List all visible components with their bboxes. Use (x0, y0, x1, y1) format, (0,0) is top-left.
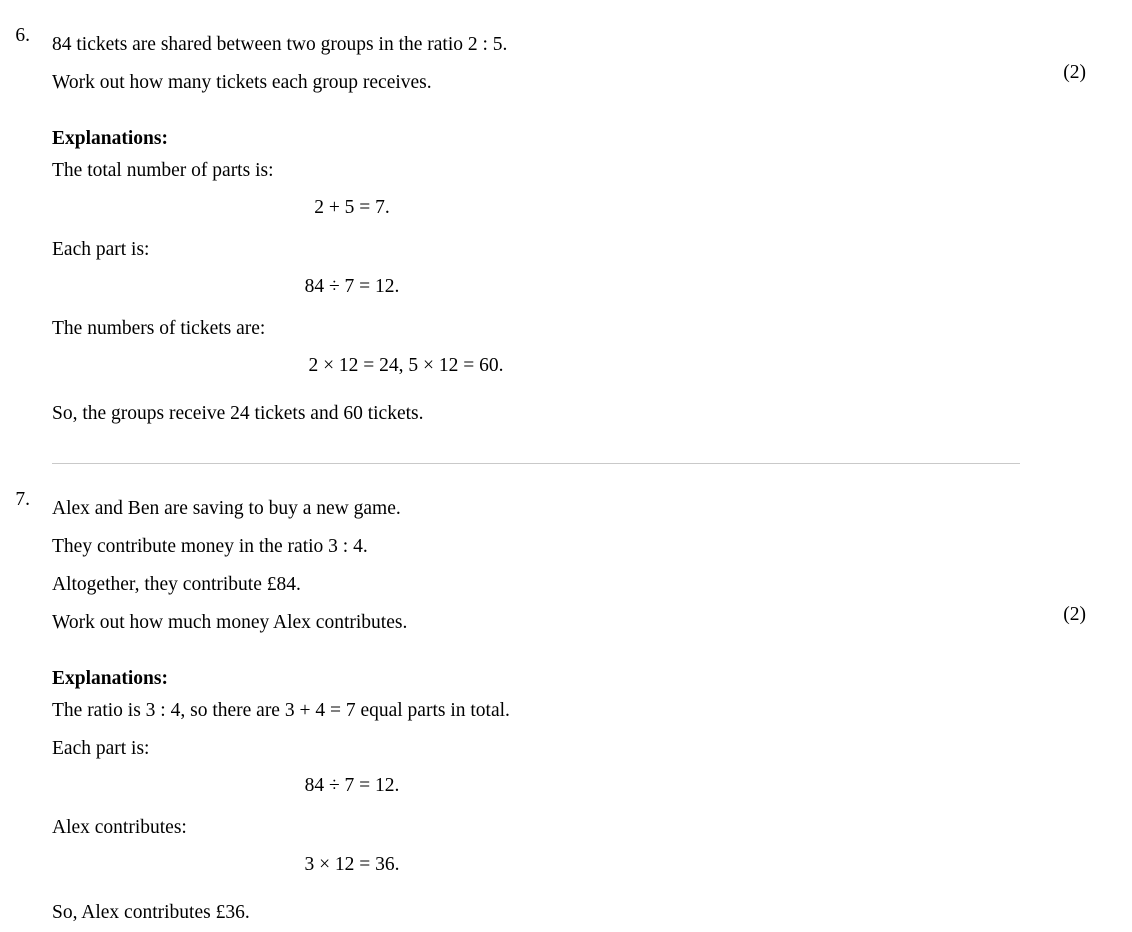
question-7-number: 7. (15, 489, 30, 511)
question-6-conclusion: So, the groups receive 24 tickets and 60 tickets. (52, 403, 424, 425)
question-7-intro: The ratio is 3 : 4, so there are 3 + 4 = 7 equal parts in total. (52, 700, 510, 722)
question-6-number: 6. (15, 25, 30, 46)
question-6-step-1-text: The total number of parts is: (52, 160, 274, 182)
question-6-marks: (2) (1063, 62, 1086, 83)
question-7-conclusion: So, Alex contributes £36. (52, 902, 250, 924)
question-7-statement-line-3: Altogether, they contribute £84. (52, 574, 301, 596)
question-7 (0, 464, 1132, 932)
question-7-explanations-heading: Explanations: (52, 668, 168, 690)
question-6 (0, 0, 1132, 433)
question-7-step-2-text: Alex contributes: (52, 817, 187, 839)
question-7-body (52, 490, 1132, 932)
question-7-step-1-text: Each part is: (52, 738, 150, 760)
question-6-explanations-heading: Explanations: (52, 128, 168, 150)
question-7-step-2-math: 3 × 12 = 36. (304, 854, 400, 876)
question-6-body (52, 26, 1132, 433)
question-6-statement-line-1: 84 tickets are shared between two groups in the ratio 2 : 5. (52, 34, 508, 55)
question-7-step-1-math: 84 ÷ 7 = 12. (304, 775, 400, 797)
question-6-step-3-math: 2 × 12 = 24, 5 × 12 = 60. (308, 355, 504, 377)
question-7-statement-line-4: Work out how much money Alex contributes. (52, 612, 408, 634)
question-6-step-3-text: The numbers of tickets are: (52, 318, 266, 340)
question-6-statement-line-2: Work out how many tickets each group receives. (52, 72, 432, 94)
question-6-step-2-math: 84 ÷ 7 = 12. (304, 276, 400, 298)
question-7-marks: (2) (1063, 604, 1086, 626)
question-6-statement (0, 26, 1132, 433)
question-6-step-1-math: 2 + 5 = 7. (314, 197, 390, 219)
question-7-statement-line-2: They contribute money in the ratio 3 : 4. (52, 536, 368, 558)
question-7-statement (0, 490, 1132, 932)
question-6-step-2-text: Each part is: (52, 239, 150, 261)
question-7-statement-line-1: Alex and Ben are saving to buy a new game. (52, 498, 401, 520)
